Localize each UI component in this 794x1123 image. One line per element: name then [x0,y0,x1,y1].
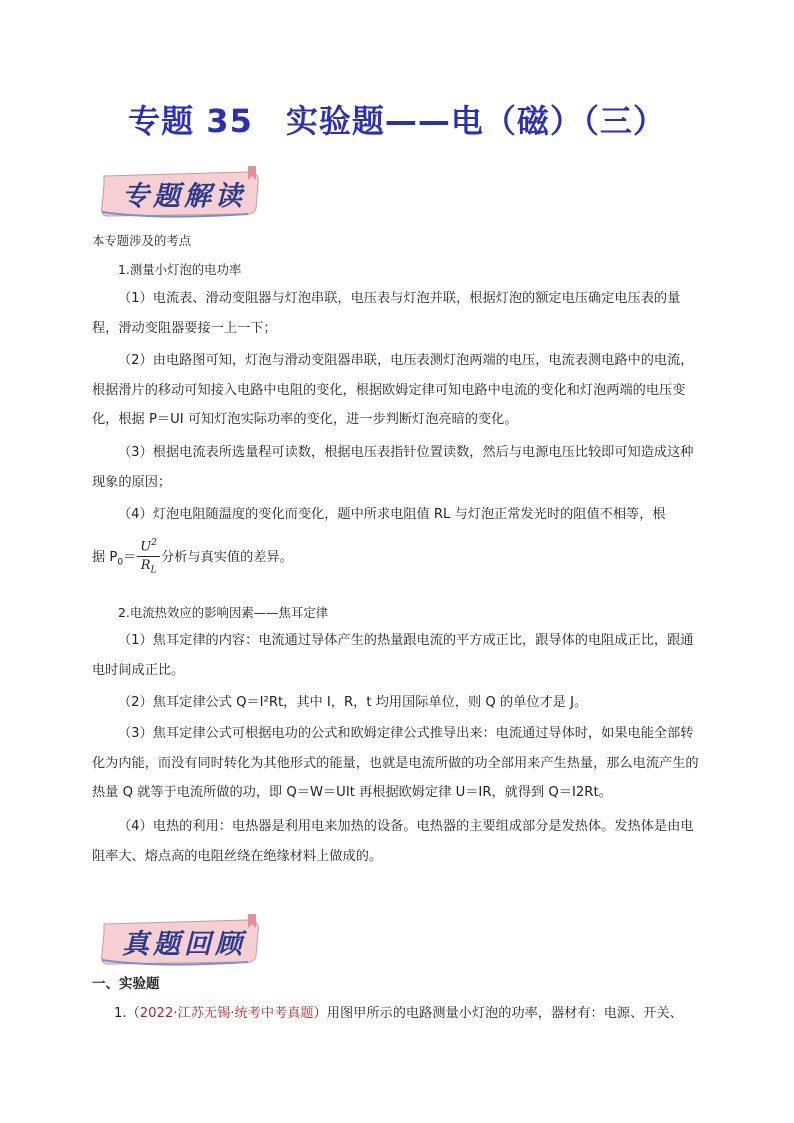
numerator-exponent: 2 [151,538,157,548]
formula-suffix: 分析与真实值的差异。 [160,549,293,565]
fraction-denominator: R [140,558,151,574]
formula-prefix: 据 P [92,549,118,565]
topic2-paragraph-2: （2）焦耳定律公式 Q＝I²Rt，其中 I，R，t 均用国际单位，则 Q 的单位才是 J。 [118,695,588,710]
formula-subscript: 0 [117,557,124,568]
question-number: 1.（ [114,1006,140,1021]
banner-label: 专题解读 [122,181,246,212]
topic2-paragraph-1: （1）焦耳定律的内容：电流通过导体产生的热量跟电流的平方成正比，跟导体的电阻成正比，跟通电时间成正比。 [92,633,694,678]
banner-label: 真题回顾 [122,929,246,960]
topic1-paragraph-2: （2）由电路图可知，灯泡与滑动变阻器串联，电压表测灯泡两端的电压，电流表测电路中的电流，根据滑片的移动可知接入电路中电阻的变化，根据欧姆定律可知电路中电流的变化和灯泡两端的电压变化，根据 P＝UI 可知灯泡实际功率的变化，进一步判断灯泡亮暗的变化。 [92,353,694,427]
topic1-paragraph-3: （3）根据电流表所选量程可读数，根据电压表指针位置读数，然后与电源电压比较即可知造成这种现象的原因； [92,445,694,490]
section-banner-past-exams [98,912,268,968]
section-heading: 一、实验题 [92,976,160,992]
topic1-heading: 1.测量小灯泡的电功率 [118,262,242,277]
topic1-paragraph-1: （1）电流表、滑动变阻器与灯泡串联，电压表与灯泡并联，根据灯泡的额定电压确定电压表的量程，滑动变阻器要接一上一下； [92,291,681,336]
question-text: ）用图甲所示的电路测量小灯泡的功率，器材有：电源、开关、 [313,1006,683,1021]
question-1 [92,1000,704,1028]
formula-fraction [137,534,160,580]
section-banner-topic-interpretation [98,164,268,220]
page-title: 专题 35 实验题——电（磁）（三） [128,102,666,140]
question-source: 2022·江苏无锡·统考中考真题 [139,1006,314,1021]
formula-equals: ＝ [123,549,137,565]
fraction-numerator: U [140,539,152,555]
topic1-paragraph-4: （4）灯泡电阻随温度的变化而变化，题中所求电阻值 RL 与灯泡正常发光时的阻值不相等，根 [118,507,666,522]
topic2-paragraph-4: （4）电热的利用：电热器是利用电来加热的设备。电热器的主要组成部分是发热体。发热体是由电阻率大、熔点高的电阻丝绕在绝缘材料上做成的。 [92,819,694,864]
topic2-paragraph-3: （3）焦耳定律公式可根据电功的公式和欧姆定律公式推导出来：电流通过导体时，如果电能全部转化为内能，而没有同时转化为其他形式的能量，也就是电流所做的功全部用来产生热量，那么电流产生的热量 Q 就等于电流所做的功，即 Q＝W＝UIt 再根据欧姆定律 U＝IR，就得到 Q＝I2Rt。 [92,726,699,800]
topic1-formula-line [92,534,704,580]
intro-text: 本专题涉及的考点 [92,233,192,248]
denominator-subscript: L [150,565,157,576]
topic2-heading: 2.电流热效应的影响因素——焦耳定律 [118,605,329,620]
